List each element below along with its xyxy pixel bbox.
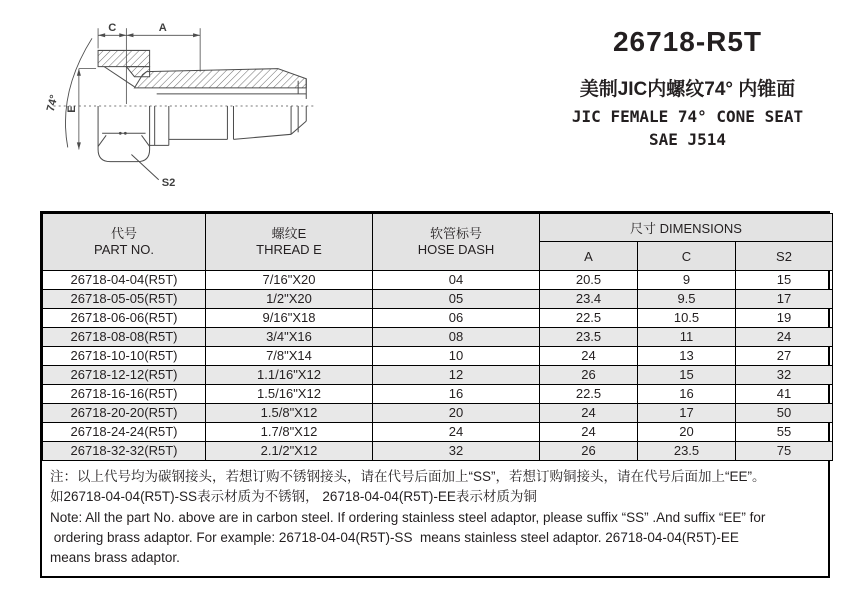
dim-label-c: C [108,22,117,35]
table-cell: 26718-12-12(R5T) [43,366,206,385]
table-cell: 26718-16-16(R5T) [43,385,206,404]
table-row [43,442,833,461]
table-cell: 17 [736,290,833,309]
table-row [43,328,833,347]
table-cell: 12 [373,366,540,385]
nut-section-hatched [98,50,150,66]
note-line: ordering brass adaptor. For example: 26718-04-04(R5T)-SS means stainless steel adaptor. 26718-04-04(R5T)-EE [50,529,739,545]
table-cell: 26718-24-24(R5T) [43,423,206,442]
dim-label-a: A [158,22,167,35]
spec-sheet-box [40,211,830,578]
table-cell: 16 [638,385,736,404]
table-cell: 32 [736,366,833,385]
table-cell: 26718-08-08(R5T) [43,328,206,347]
table-cell: 10.5 [638,309,736,328]
table-cell: 9/16"X18 [206,309,373,328]
table-cell: 13 [638,347,736,366]
table-cell: 08 [373,328,540,347]
table-cell: 75 [736,442,833,461]
header-dimensions: 尺寸 DIMENSIONS [540,214,833,242]
table-cell: 22.5 [540,385,638,404]
table-cell: 9.5 [638,290,736,309]
table-cell: 20 [373,404,540,423]
table-cell: 1.5/16"X12 [206,385,373,404]
table-cell: 26718-05-05(R5T) [43,290,206,309]
header-dim-c: C [638,242,736,271]
table-row [43,347,833,366]
table-cell: 26718-10-10(R5T) [43,347,206,366]
table-row [43,366,833,385]
table-cell: 23.4 [540,290,638,309]
table-cell: 23.5 [638,442,736,461]
header-thread-cn: 螺纹E [271,226,307,241]
table-cell: 11 [638,328,736,347]
table-row [43,404,833,423]
header-hose-dash-cn: 软管标号 [429,226,482,241]
table-cell: 10 [373,347,540,366]
table-cell: 17 [638,404,736,423]
table-cell: 26718-20-20(R5T) [43,404,206,423]
table-row [43,271,833,290]
note-line: 注：以上代号均为碳钢接头，若想订购不锈钢接头，请在代号后面加上“SS”，若想订购铜接头，请在代号后面加上“EE”。 [50,469,766,484]
table-row [43,423,833,442]
table-cell: 20 [638,423,736,442]
table-cell: 19 [736,309,833,328]
dim-label-e: E [65,105,78,113]
header-part-no [43,214,206,271]
header-part-no-cn: 代号 [110,226,137,241]
subtitle-english: JIC FEMALE 74° CONE SEAT [571,107,804,126]
table-cell: 16 [373,385,540,404]
standard-reference: SAE J514 [648,130,727,149]
table-cell: 2.1/2"X12 [206,442,373,461]
table-row [43,309,833,328]
header-thread [206,214,373,271]
s2-leader-line [131,155,158,180]
stem-section-hatched [134,69,306,88]
table-cell: 1.1/16"X12 [206,366,373,385]
table-cell: 32 [373,442,540,461]
notes-section [42,461,828,576]
table-cell: 41 [736,385,833,404]
header-part-no-en: PART NO. [94,242,154,257]
fitting-technical-drawing [42,8,332,200]
dimensions-table [42,213,833,461]
s2-label: S2 [161,176,176,189]
table-cell: 1/2"X20 [206,290,373,309]
table-cell: 50 [736,404,833,423]
table-cell: 23.5 [540,328,638,347]
table-cell: 26 [540,366,638,385]
table-cell: 27 [736,347,833,366]
table-cell: 24 [540,404,638,423]
table-cell: 3/4"X16 [206,328,373,347]
table-cell: 7/8"X14 [206,347,373,366]
table-cell: 26718-06-06(R5T) [43,309,206,328]
note-line: means brass adaptor. [50,550,180,565]
table-cell: 15 [736,271,833,290]
table-row [43,385,833,404]
table-cell: 26 [540,442,638,461]
table-cell: 15 [638,366,736,385]
title-block [515,26,860,149]
part-number-title: 26718-R5T [612,26,763,57]
header-hose-dash [373,214,540,271]
table-cell: 04 [373,271,540,290]
table-cell: 55 [736,423,833,442]
table-cell: 20.5 [540,271,638,290]
table-cell: 26718-32-32(R5T) [43,442,206,461]
table-cell: 24 [540,423,638,442]
table-cell: 22.5 [540,309,638,328]
table-row [43,290,833,309]
table-cell: 1.7/8"X12 [206,423,373,442]
header-dim-a: A [540,242,638,271]
table-cell: 06 [373,309,540,328]
note-line: Note: All the part No. above are in carbon steel. If ordering stainless steel adaptor, please suffix “SS” .And suffix “EE” for [50,509,766,525]
header-dim-s2: S2 [736,242,833,271]
table-cell: 05 [373,290,540,309]
table-cell: 9 [638,271,736,290]
table-cell: 24 [736,328,833,347]
angle-label-74: 74° [44,93,61,113]
note-line: 如26718-04-04(R5T)-SS表示材质为不锈钢， 26718-04-04(R5T)-EE表示材质为铜 [50,489,537,505]
subtitle-chinese: 美制JIC内螺纹74° 内锥面 [579,79,796,100]
table-cell: 24 [540,347,638,366]
header-hose-dash-en: HOSE DASH [417,242,495,257]
table-cell: 24 [373,423,540,442]
header-thread-en: THREAD E [256,242,322,257]
table-cell: 26718-04-04(R5T) [43,271,206,290]
hex-nut-outline [98,106,150,162]
table-cell: 1.5/8"X12 [206,404,373,423]
table-cell: 7/16"X20 [206,271,373,290]
